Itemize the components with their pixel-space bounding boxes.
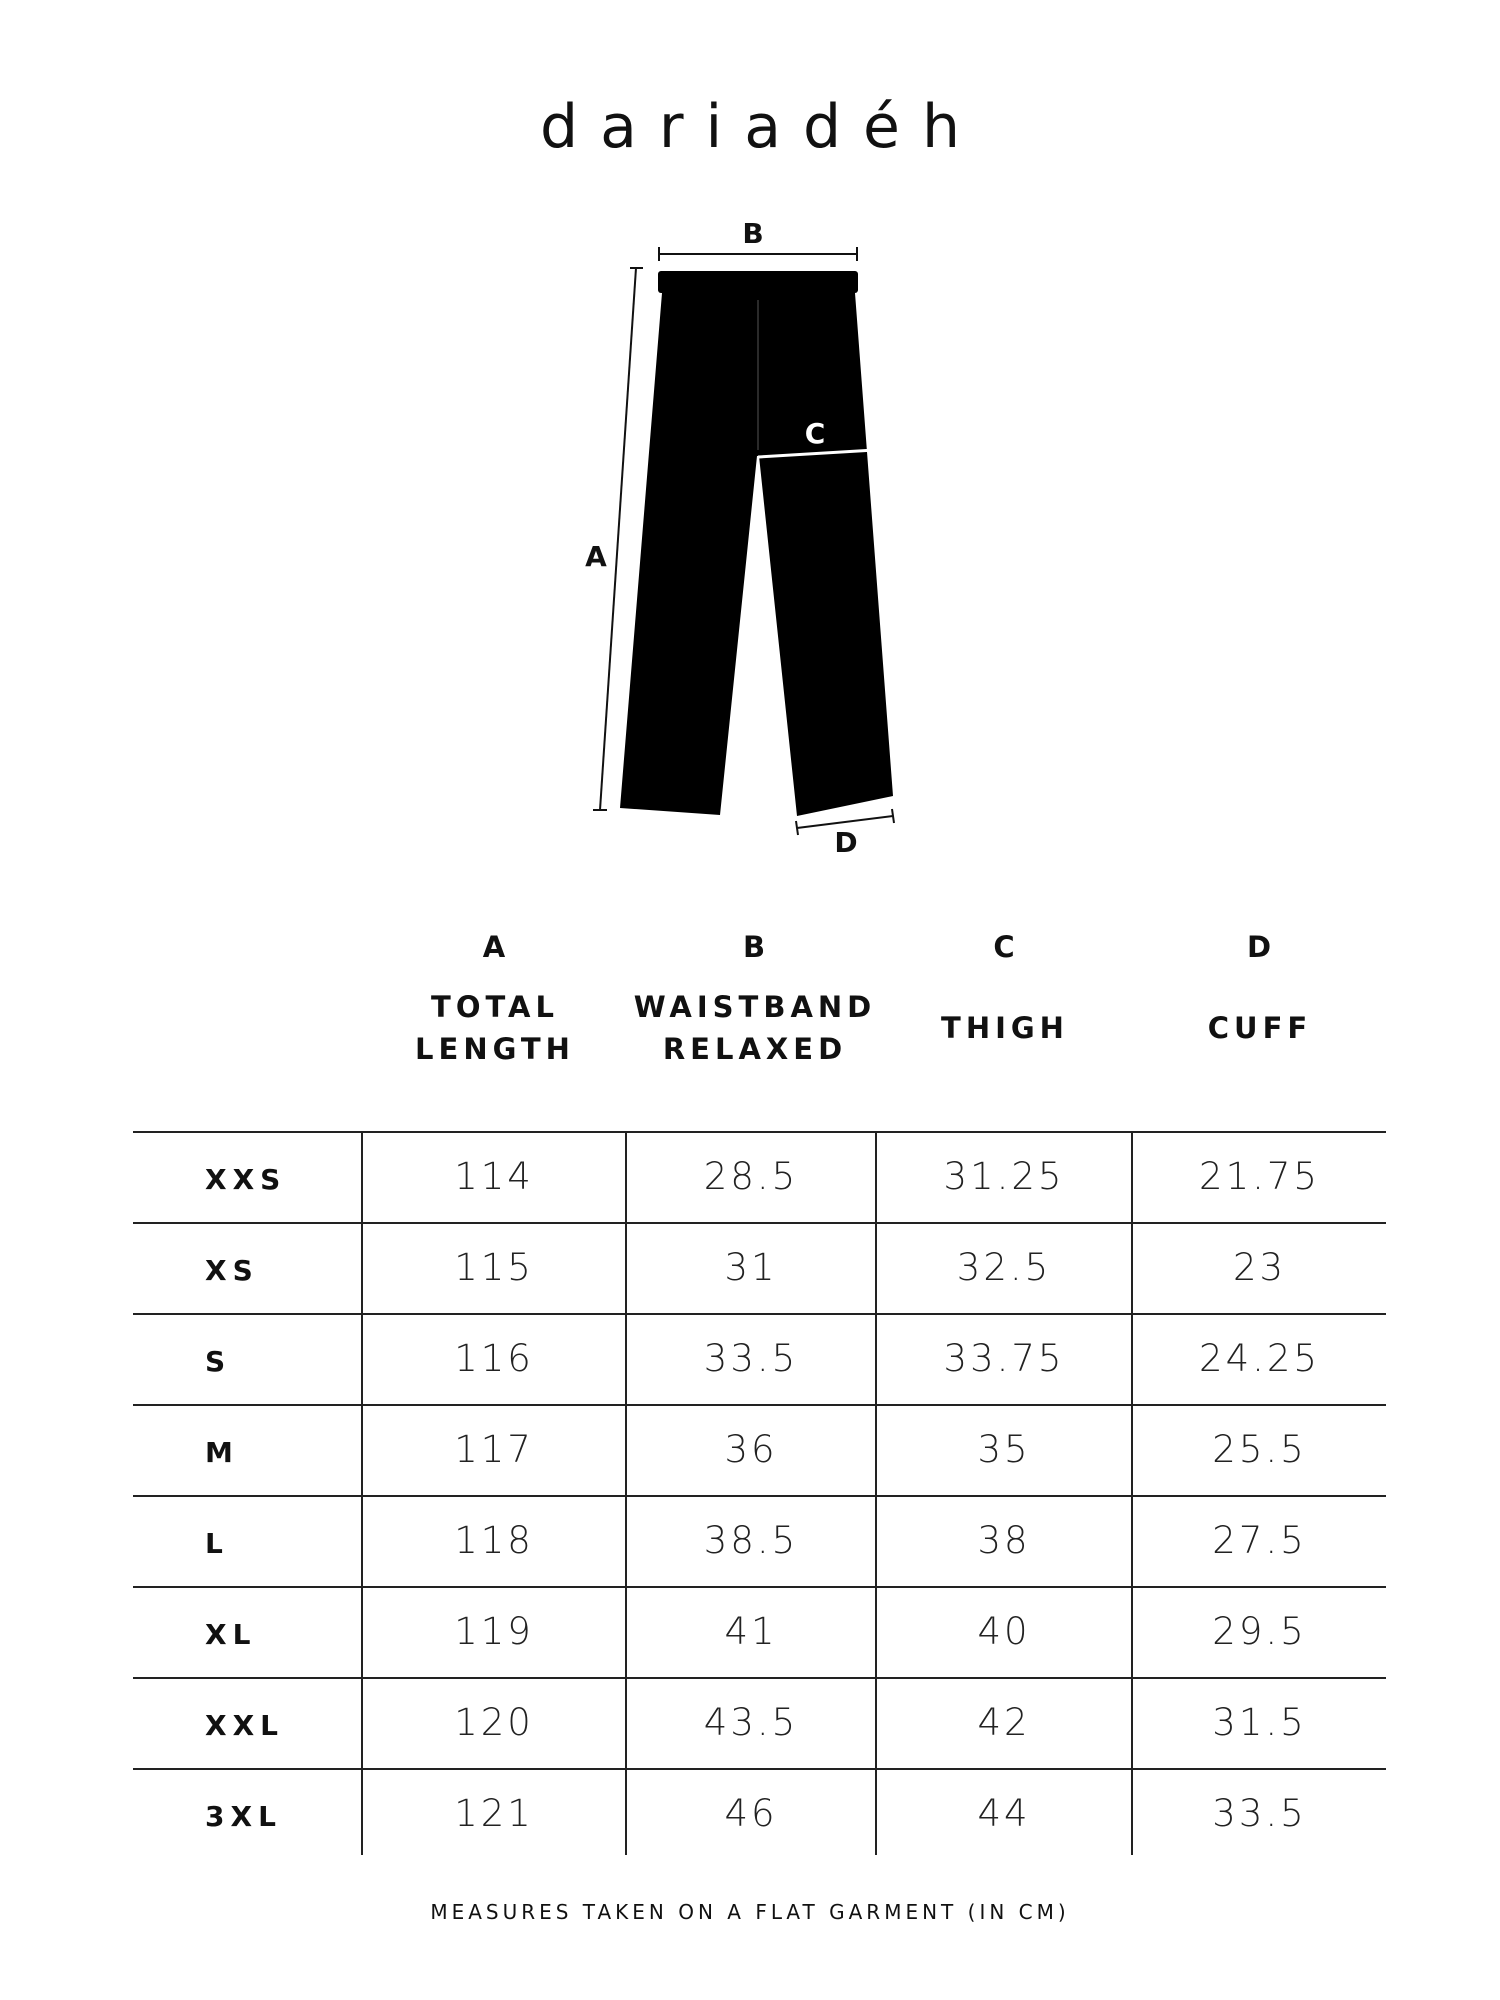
size-label: XL [205, 1618, 257, 1651]
row-divider [133, 1222, 1386, 1224]
table-cell: 31.25 [943, 1155, 1065, 1198]
column-header-b [625, 930, 885, 1070]
column-letter: B [742, 930, 768, 964]
table-cell: 121 [454, 1792, 534, 1835]
table-cell: 32.5 [956, 1246, 1052, 1289]
table-cell: 44 [977, 1792, 1031, 1835]
table-cell: 28.5 [703, 1155, 799, 1198]
table-cell: 42 [977, 1701, 1031, 1744]
size-label: XXL [205, 1709, 285, 1742]
table-cell: 38 [977, 1519, 1031, 1562]
column-name: THIGH [941, 1011, 1069, 1045]
diagram-label-b: B [742, 217, 764, 250]
table-cell: 21.75 [1199, 1155, 1320, 1198]
column-divider [1131, 1131, 1133, 1855]
table-cell: 114 [454, 1155, 534, 1198]
table-cell: 33.75 [943, 1337, 1065, 1380]
diagram-label-c: C [804, 417, 826, 450]
size-label: 3XL [205, 1800, 282, 1833]
table-cell: 36 [724, 1428, 778, 1471]
size-label: XXS [205, 1163, 287, 1196]
row-divider [133, 1495, 1386, 1497]
row-divider [133, 1313, 1386, 1315]
row-divider [133, 1586, 1386, 1588]
pants-silhouette [620, 271, 893, 816]
diagram-label-d: D [834, 826, 858, 859]
column-name: TOTAL LENGTH [415, 990, 575, 1066]
column-header-d [1140, 930, 1380, 1049]
table-cell: 43.5 [703, 1701, 799, 1744]
table-cell: 119 [454, 1610, 534, 1653]
table-cell: 46 [724, 1792, 778, 1835]
table-cell: 120 [454, 1701, 534, 1744]
column-divider [361, 1131, 363, 1855]
column-letter: A [482, 930, 508, 964]
column-letter: D [1246, 930, 1274, 964]
table-cell: 40 [977, 1610, 1031, 1653]
row-divider [133, 1677, 1386, 1679]
table-cell: 38.5 [703, 1519, 799, 1562]
column-header-a [375, 930, 615, 1070]
diagram-label-a: A [585, 540, 607, 573]
table-cell: 118 [454, 1519, 534, 1562]
table-top-rule [133, 1131, 1386, 1133]
size-label: XS [205, 1254, 259, 1287]
table-cell: 27.5 [1212, 1519, 1307, 1562]
table-cell: 31 [724, 1246, 778, 1289]
measurement-footnote: MEASURES TAKEN ON A FLAT GARMENT (IN CM) [430, 1900, 1070, 1924]
table-cell: 29.5 [1212, 1610, 1307, 1653]
column-divider [875, 1131, 877, 1855]
table-cell: 41 [724, 1610, 778, 1653]
table-cell: 23 [1232, 1246, 1287, 1289]
row-divider [133, 1768, 1386, 1770]
table-cell: 117 [454, 1428, 534, 1471]
table-cell: 35 [977, 1428, 1031, 1471]
size-label: S [205, 1345, 232, 1378]
table-cell: 24.25 [1199, 1337, 1320, 1380]
table-cell: 33.5 [1212, 1792, 1307, 1835]
column-header-c [885, 930, 1125, 1049]
column-letter: C [993, 930, 1017, 964]
column-name: WAISTBAND RELAXED [633, 990, 877, 1066]
size-label: L [205, 1527, 229, 1560]
row-divider [133, 1404, 1386, 1406]
table-cell: 33.5 [703, 1337, 799, 1380]
table-cell: 31.5 [1212, 1701, 1307, 1744]
pants-measurement-diagram [0, 0, 1500, 900]
table-cell: 116 [454, 1337, 534, 1380]
size-label: M [205, 1436, 239, 1469]
table-cell: 115 [454, 1246, 534, 1289]
column-name: CUFF [1207, 1011, 1313, 1045]
column-divider [625, 1131, 627, 1855]
brand-logo: dariadéh [540, 92, 982, 162]
table-cell: 25.5 [1212, 1428, 1307, 1471]
